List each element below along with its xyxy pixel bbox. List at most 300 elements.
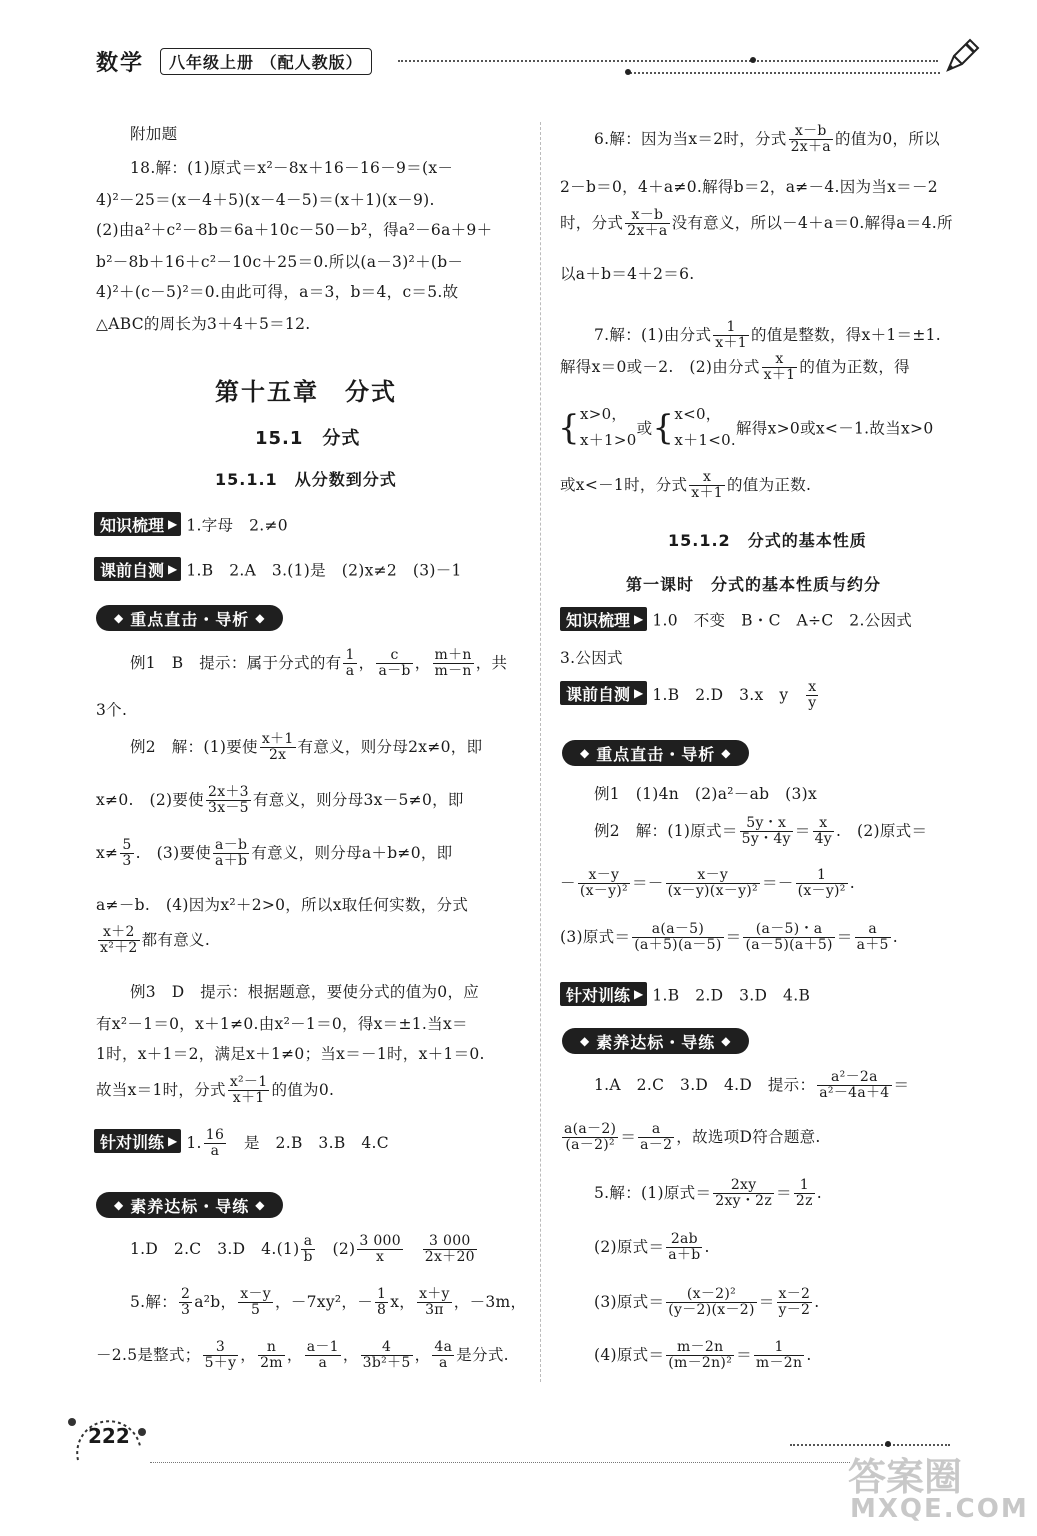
text: 解得x＝0或－2. (2)由分式 (560, 357, 760, 376)
pill-label: 重点直击・导析 (596, 744, 716, 764)
fraction (260, 732, 296, 764)
num: x＋2 (98, 925, 140, 941)
q6 (594, 124, 940, 156)
fraction (228, 1075, 270, 1107)
knowledge-answers-cont: 3.公因式 (560, 649, 623, 667)
system-2 (674, 402, 736, 453)
example-3-line: 有x²－1＝0，x＋1≠0.由x²－1＝0，得x＝±1.当x＝ (96, 1015, 468, 1033)
fraction (417, 1287, 452, 1319)
text: ＝－ (761, 873, 794, 892)
num: (a－5)・a (743, 922, 834, 938)
practice-1-4 (130, 1234, 479, 1266)
fraction (578, 868, 630, 900)
watermark-logo: 答案圈 (848, 1455, 963, 1499)
header-grade: 八年级上册 (169, 53, 255, 72)
tag-knowledge (94, 512, 181, 536)
den: 2m (260, 1355, 283, 1372)
text: 1.A 2.C 3.D 4.D 提示： (594, 1075, 816, 1094)
left-line: (2)由a²＋c²－8b＝6a＋10c－50－b²，得a²－6a＋9＋ (96, 221, 493, 239)
den: m－n (434, 663, 472, 680)
fraction (375, 1287, 388, 1319)
training-row-2 (560, 982, 810, 1006)
text: (3)原式＝ (560, 927, 631, 946)
example-3-line (96, 1075, 334, 1107)
den: (a－2)² (565, 1137, 615, 1154)
tag-label: 课前自测 (566, 684, 631, 704)
den: 3x－5 (207, 800, 249, 817)
den: a＋b (668, 1247, 701, 1264)
text: x＋1>0 (579, 430, 637, 449)
den: 4y (814, 831, 832, 848)
fraction (743, 922, 834, 954)
text: 5.解：(1)原式＝ (594, 1183, 712, 1202)
den: a (438, 1355, 448, 1372)
num: 16 (205, 1127, 225, 1143)
pill (562, 740, 749, 766)
fraction (713, 1178, 774, 1210)
num: x＋1 (261, 731, 294, 747)
footer-dotted-line (150, 1462, 850, 1463)
pretest-row (94, 557, 462, 581)
practice-5-cont (96, 1340, 509, 1372)
fraction (206, 785, 251, 817)
text: 是分式. (456, 1345, 509, 1364)
num: a－b (215, 837, 248, 853)
num: 1 (377, 1286, 387, 1302)
pill-label: 素养达标・导练 (596, 1032, 716, 1052)
text: ，－7xy²，－ (275, 1292, 373, 1311)
den: 3 (122, 853, 132, 870)
den: a (210, 1143, 220, 1160)
tag-knowledge (560, 607, 647, 631)
left-line: b²－8b＋16＋c²－10c＋25＝0.所以(a－3)²＋(b－ (96, 253, 464, 271)
brace-icon: { (652, 407, 675, 448)
pill-label: 素养达标・导练 (130, 1196, 250, 1216)
text: ＝－ (631, 873, 664, 892)
fraction (238, 1287, 273, 1319)
text: 都有意义. (141, 930, 211, 949)
den: x＋1 (715, 335, 747, 352)
text: 时，分式 (560, 213, 624, 232)
den: a²－4a＋4 (819, 1085, 890, 1102)
num: a (638, 1122, 674, 1138)
fraction (794, 1178, 815, 1210)
text: － (560, 873, 576, 892)
fraction (305, 1340, 341, 1372)
text: . (3)要使 (135, 843, 212, 862)
text: ， (286, 1345, 303, 1364)
q6-line (560, 208, 953, 240)
pen-icon (940, 34, 982, 76)
text: 的值为正数，得 (799, 357, 910, 376)
den: 2x＋a (627, 223, 668, 240)
num: n (258, 1340, 285, 1356)
den: 3 (181, 1302, 191, 1319)
fraction (740, 816, 793, 848)
fraction (754, 1340, 804, 1372)
num: 1 (796, 868, 848, 884)
den: (x－y)(x－y)² (667, 883, 758, 900)
watermark-url: MXQE.COM (850, 1494, 1029, 1524)
den: 2z (795, 1193, 813, 1210)
den: a (345, 663, 355, 680)
header-grade-box (160, 48, 372, 75)
example-1: 例1 B 提示：属于分式的有 $\frac{1}{a}$ ， $\frac{c}{a-b}$ ， $\frac{m+n}{m-n}$ ，共 (130, 647, 508, 680)
practice-banner-2 (562, 1028, 749, 1054)
num: x (762, 352, 798, 368)
text: . (849, 873, 855, 892)
left-line: 4)²－25＝(x－4＋5)(x－4－5)＝(x＋1)(x－9). (96, 191, 435, 209)
text: x<0， (674, 405, 722, 423)
subsection-title-2: 15.1.2 分式的基本性质 (668, 531, 867, 550)
den: (x－y)² (579, 883, 628, 900)
num: x (806, 680, 818, 696)
fraction (796, 868, 848, 900)
fraction (213, 838, 249, 870)
den: a＋5 (856, 937, 889, 954)
num: x＋y (419, 1286, 450, 1302)
text: 的值为0，所以 (834, 129, 940, 148)
fraction (689, 470, 725, 502)
text: . (892, 927, 898, 946)
knowledge-row (94, 512, 288, 536)
num: 2ab (666, 1232, 702, 1248)
example-2-line (96, 785, 464, 817)
num: a－1 (306, 1339, 339, 1355)
num: (x－2)² (666, 1287, 756, 1303)
pill (96, 605, 283, 631)
text: ，共 (475, 653, 508, 672)
text: 没有意义，所以－4＋a＝0.解得a＝4.所 (671, 213, 953, 232)
text: ＝ (758, 1292, 775, 1311)
left-line: 4)²＋(c－5)²＝0.由此可得，a＝3，b＝4，c＝5.故 (96, 283, 459, 301)
text: 7.解：(1)由分式 (594, 325, 712, 344)
example-2-line (96, 838, 452, 870)
text: (2) (316, 1239, 356, 1258)
den: x²＋2 (100, 940, 138, 957)
text: 是 2.B 3.B 4.C (228, 1133, 389, 1152)
subsection-title: 15.1.1 从分数到分式 (215, 470, 397, 489)
fraction (762, 352, 798, 384)
diamond-icon: ◆ (580, 746, 591, 760)
tag-training (560, 982, 647, 1006)
text: 6.解：因为当x＝2时，分式 (594, 129, 787, 148)
text: 有意义，则分母2x≠0，即 (297, 737, 483, 756)
header-dot (750, 57, 756, 63)
num: x－y (666, 868, 760, 884)
triangle-right-icon: ▶ (168, 1134, 178, 1149)
num: x－y (578, 868, 630, 884)
den: m－2n (755, 1355, 803, 1372)
fraction (638, 1122, 674, 1154)
header-edition: （配人教版） (260, 53, 363, 72)
header-dotted-line (398, 60, 938, 62)
fraction (813, 816, 834, 848)
focus-banner (96, 605, 283, 631)
r-example-2 (594, 816, 927, 848)
text: 故当x＝1时，分式 (96, 1080, 226, 1099)
num: x－y (240, 1286, 272, 1302)
den: 3π (425, 1302, 444, 1319)
text: . (806, 1345, 812, 1364)
den: 8 (377, 1302, 387, 1319)
den: x＋1 (232, 1090, 265, 1107)
fraction (666, 1340, 734, 1372)
pretest-answers: 1.B 2.A 3.(1)是 (2)x≠2 (3)－1 (186, 561, 462, 580)
num: 1 (754, 1340, 804, 1356)
den: 2x＋a (790, 139, 831, 156)
text: x＋1<0. (674, 430, 736, 449)
training-answers (186, 1127, 389, 1160)
den: 5y・4y (741, 831, 791, 848)
num: 5y・x (740, 816, 793, 832)
knowledge-answers: 1.0 不变 B・C A÷C 2.公因式 (652, 611, 913, 630)
header-subject: 数学 (96, 51, 145, 76)
den: x＋1 (763, 367, 796, 384)
num: 1 (345, 647, 355, 663)
num: 1 (713, 320, 749, 336)
knowledge-row-2 (560, 607, 912, 631)
text: 解得x>0或x<－1.故当x>0 (736, 419, 934, 438)
den: a－2 (640, 1137, 673, 1154)
den: x (376, 1249, 385, 1266)
fraction (357, 1234, 403, 1266)
text: 例2 解：(1)原式＝ (594, 821, 738, 840)
num: x²－1 (229, 1074, 268, 1090)
num: 2 (181, 1286, 191, 1302)
fraction (361, 1340, 413, 1372)
example-3: 例3 D 提示：根据题意，要使分式的值为0，应 (130, 983, 480, 1001)
num: x (689, 470, 725, 486)
den: 2x (268, 747, 287, 764)
den: a (318, 1355, 328, 1372)
practice-banner (96, 1192, 283, 1218)
r-practice-5-2 (594, 1232, 710, 1264)
num: 2xy (713, 1178, 774, 1194)
den: 2xy・2z (715, 1193, 773, 1210)
fraction (562, 1122, 618, 1154)
q6-line: 2－b＝0，4＋a≠0.解得b＝2，a≠－4.因为当x＝－2 (560, 178, 938, 196)
page-number: 222 (88, 1424, 130, 1448)
num: 3 (203, 1340, 239, 1356)
text: . (814, 1292, 820, 1311)
text: ＝ (736, 1345, 752, 1364)
triangle-right-icon: ▶ (634, 987, 644, 1001)
text: 的值是整数，得x＋1＝±1. (750, 325, 942, 344)
knowledge-answers: 1.字母 2.≠0 (186, 516, 288, 535)
q7-line (560, 470, 811, 502)
den: 5＋y (204, 1355, 237, 1372)
fraction (343, 648, 356, 680)
example-2-line (96, 925, 210, 957)
den: (m－2n)² (668, 1355, 733, 1372)
fraction (179, 1287, 192, 1319)
text: x， (390, 1292, 416, 1311)
r-practice-5-4 (594, 1340, 812, 1372)
triangle-right-icon: ▶ (634, 612, 644, 626)
num: x (813, 816, 834, 832)
num: 4a (434, 1339, 453, 1355)
tag-label: 针对训练 (566, 985, 631, 1005)
den: a＋b (215, 853, 248, 870)
den: 5 (251, 1302, 261, 1319)
num: 2x＋3 (207, 784, 249, 800)
practice-5 (130, 1287, 526, 1319)
text: ， (240, 1345, 257, 1364)
tag-pretest (94, 557, 181, 581)
num: a²－2a (817, 1070, 891, 1086)
r-practice-line (560, 1122, 821, 1154)
text: 的值为0. (271, 1080, 335, 1099)
fraction (632, 922, 723, 954)
num: x－b (625, 208, 669, 224)
num: 5 (122, 837, 132, 853)
text: . (816, 1183, 822, 1202)
pretest-answers (652, 679, 820, 712)
den: x＋1 (691, 485, 723, 502)
tag-pretest (560, 681, 647, 705)
den: y (808, 695, 817, 712)
text: ， (342, 1345, 359, 1364)
den: a－b (378, 663, 411, 680)
den: (a＋5)(a－5) (634, 937, 722, 954)
left-extra-title: 附加题 (130, 125, 178, 143)
text: ，故选项D符合题意. (676, 1127, 821, 1146)
brace-icon: { (558, 407, 580, 448)
pill (96, 1192, 283, 1218)
text: ＝ (776, 1183, 792, 1202)
example-2 (130, 732, 482, 764)
text: ＝ (836, 927, 853, 946)
column-divider (540, 122, 541, 1382)
text: x>0， (579, 405, 627, 423)
header-dot (625, 69, 631, 75)
num: x－b (789, 124, 833, 140)
diamond-icon: ◆ (580, 1034, 591, 1048)
triangle-right-icon: ▶ (168, 517, 178, 531)
pill (562, 1028, 749, 1054)
tag-training (94, 1129, 181, 1153)
q6-line: 以a＋b＝4＋2＝6. (560, 265, 695, 283)
den: (y－2)(x－2) (668, 1302, 755, 1319)
fraction (433, 648, 474, 680)
triangle-right-icon: ▶ (634, 686, 644, 701)
example-2-line: a≠－b. (4)因为x²＋2>0，所以x取任何实数，分式 (96, 896, 469, 914)
training-row (94, 1128, 389, 1160)
example-1-cont: 3个. (96, 701, 128, 719)
num: a(a－2) (564, 1121, 617, 1137)
r-practice-5-3 (594, 1287, 820, 1319)
diamond-icon: ◆ (721, 1034, 732, 1048)
left-line: △ABC的周长为3＋4＋5＝12. (96, 315, 311, 333)
text: 1. (186, 1133, 202, 1152)
fraction (98, 925, 140, 957)
num: 3 000 (359, 1233, 401, 1249)
fraction (258, 1340, 285, 1372)
num: c (376, 648, 412, 664)
fraction (789, 124, 833, 156)
num: m＋n (434, 647, 472, 663)
den: b (303, 1249, 313, 1266)
r-practice-1-4 (594, 1070, 909, 1102)
text: 的值为正数. (727, 475, 812, 494)
num: a (855, 922, 891, 938)
num: 3 000 (423, 1234, 477, 1250)
fraction (713, 320, 749, 352)
fraction (204, 1128, 226, 1160)
r-practice-5 (594, 1178, 822, 1210)
text: ，－3m， (453, 1292, 527, 1311)
text: 5.解： (130, 1292, 177, 1311)
fraction (376, 648, 412, 680)
r-example-3-line (560, 922, 898, 954)
fraction (855, 922, 891, 954)
den: (a－5)(a＋5) (745, 937, 833, 954)
focus-banner-2 (562, 740, 749, 766)
num: a (301, 1234, 314, 1250)
text: ＝ (794, 821, 811, 840)
pretest-row-2 (560, 680, 820, 712)
text: a²b， (194, 1292, 237, 1311)
q7-system (558, 402, 934, 453)
system-1 (580, 402, 637, 453)
text: ＝ (893, 1075, 910, 1094)
lesson-title: 第一课时 分式的基本性质与约分 (626, 575, 882, 594)
fraction (666, 1232, 702, 1264)
num: 1 (794, 1178, 815, 1194)
text: (4)原式＝ (594, 1345, 665, 1364)
example-3-line: 1时，x＋1＝2，满足x＋1≠0；当x＝－1时，x＋1＝0. (96, 1045, 485, 1063)
text: 或 (636, 419, 653, 438)
text: 1.D 2.C 3.D 4.(1) (130, 1239, 300, 1258)
training-answers: 1.B 2.D 3.D 4.B (652, 986, 811, 1005)
text: (3)原式＝ (594, 1292, 665, 1311)
text: ＝ (725, 927, 742, 946)
fraction (625, 208, 669, 240)
text: x≠ (96, 843, 119, 862)
text: 例2 解：(1)要使 (130, 737, 258, 756)
fraction (666, 868, 760, 900)
fraction (120, 838, 133, 870)
den: (x－y)² (797, 883, 846, 900)
q7 (594, 320, 941, 352)
tag-label: 课前自测 (100, 560, 165, 580)
fraction (806, 680, 818, 712)
text: 有意义，则分母a＋b≠0，即 (251, 843, 453, 862)
fraction (666, 1287, 756, 1319)
diamond-icon: ◆ (114, 611, 125, 625)
num: 4 (361, 1340, 413, 1356)
num: m－2n (666, 1340, 734, 1356)
tag-label: 针对训练 (100, 1132, 165, 1152)
fraction (432, 1340, 454, 1372)
text: 或x<－1时，分式 (560, 475, 688, 494)
text: －2.5是整式； (96, 1345, 201, 1364)
diamond-icon: ◆ (255, 1198, 266, 1212)
den: y－2 (778, 1302, 811, 1319)
fraction (777, 1287, 813, 1319)
num: a(a－5) (632, 922, 723, 938)
diamond-icon: ◆ (255, 611, 266, 625)
text: . (2)原式＝ (836, 821, 928, 840)
text: 1.B 2.D 3.x y (652, 685, 789, 704)
den: 3b²＋5 (362, 1355, 411, 1372)
den: 2x＋20 (424, 1249, 475, 1266)
text: . (704, 1237, 710, 1256)
r-example-2-line (560, 868, 855, 900)
header-dotted-line-2 (630, 72, 940, 74)
triangle-right-icon: ▶ (168, 562, 178, 576)
